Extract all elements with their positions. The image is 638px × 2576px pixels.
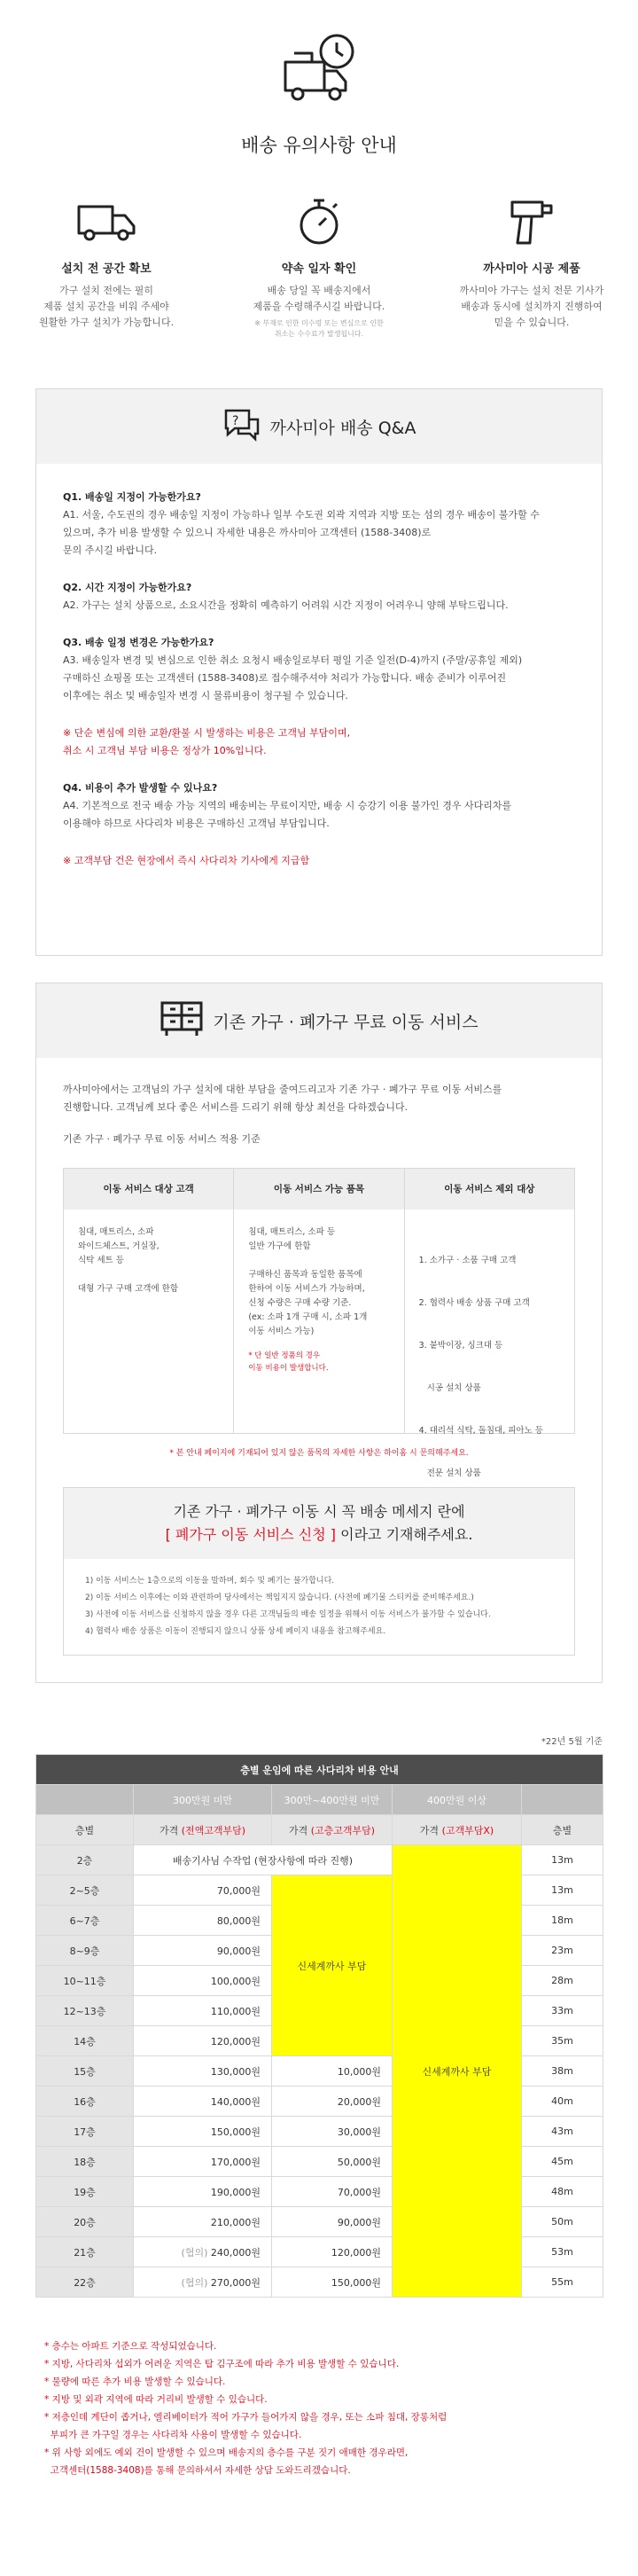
answer-line: A4. 기본적으로 전국 배송 가능 지역의 배송비는 무료이지만, 배송 시 승강기 이용 불가인 경우 사다리차를 <box>63 800 512 811</box>
note-line: * 지방, 사다리차 섭외가 어려운 지역은 탑 김구조에 따라 추가 비용 발생할 수 있습니다. <box>44 2359 400 2369</box>
criteria-column <box>64 1169 234 1433</box>
price-cell <box>134 2237 272 2267</box>
banner-line: 기존 가구 · 폐가구 이동 시 꼭 배송 메세지 란에 <box>173 1503 465 1520</box>
answer-line: 이용해야 하므로 사다리차 비용은 구매하신 고객님 부담입니다. <box>63 818 330 829</box>
price-cell: 90,000원 <box>272 2207 393 2237</box>
manual-work-cell: 배송기사님 수작업 (현장사항에 따라 진행) <box>134 1845 393 1875</box>
qa-item <box>63 579 575 615</box>
price-cell: 10,000원 <box>272 2056 393 2087</box>
cell-line: 구매하신 품목과 동일한 품목에 <box>248 1270 362 1280</box>
floor-cell: 17층 <box>36 2117 134 2147</box>
cell-line: 4. 대리석 식탁, 돌침대, 피아노 등 <box>418 1426 543 1436</box>
burden-label: (고객부담X) <box>441 1824 494 1836</box>
banner-line-2 <box>64 1523 574 1546</box>
price-cell: 90,000원 <box>134 1936 272 1966</box>
qa-item <box>63 779 575 833</box>
answer-line: A2. 가구는 설치 상품으로, 소요시간을 정확히 예측하기 어려워 시간 지정이 어려우니 양해 부탁드립니다. <box>63 599 509 611</box>
move-intro <box>63 1081 575 1116</box>
question: Q1. 배송일 지정이 가능한가요? <box>63 491 201 503</box>
height-cell: 13m <box>522 1875 603 1906</box>
qa-item <box>63 634 575 705</box>
price-label: 가격 <box>419 1824 440 1836</box>
height-cell: 40m <box>522 2087 603 2117</box>
qa-title: 까사미아 배송 Q&A <box>269 418 416 438</box>
power-drill-icon <box>425 195 638 248</box>
price-cell: 170,000원 <box>134 2147 272 2177</box>
cell-line: 전문 설치 상품 <box>418 1468 481 1478</box>
height-cell: 50m <box>522 2207 603 2237</box>
price-cell: 150,000원 <box>134 2117 272 2147</box>
stopwatch-icon <box>213 195 425 248</box>
intro-line: 진행합니다. 고객님께 보다 좋은 서비스를 드리기 위해 항상 최선을 다하겠습니다. <box>63 1101 408 1113</box>
banner-highlight: [ 폐가구 이동 서비스 신청 ] <box>165 1526 337 1543</box>
price-header <box>393 1815 522 1845</box>
price-cell: 80,000원 <box>134 1906 272 1936</box>
floor-cell: 20층 <box>36 2207 134 2237</box>
rule-line: 2) 이동 서비스 이후에는 이와 관련하여 당사에서는 책임지지 않습니다. (사전에 폐기물 스티커를 준비해주세요.) <box>85 1593 474 1602</box>
cell-line: 와이드체스트, 거실장, <box>78 1241 160 1251</box>
feature-space <box>0 195 213 331</box>
height-cell: 33m <box>522 1996 603 2026</box>
floor-cell: 8~9층 <box>36 1936 134 1966</box>
feature-text: 원활한 가구 설치가 가능합니다. <box>38 317 175 328</box>
height-header: 층별 <box>522 1815 603 1845</box>
price-value: 270,000원 <box>210 2276 261 2289</box>
price-cell: 70,000원 <box>272 2177 393 2207</box>
height-cell: 35m <box>522 2026 603 2056</box>
price-cell <box>134 2267 272 2298</box>
price-cell: 140,000원 <box>134 2087 272 2117</box>
column-header: 이동 서비스 가능 품목 <box>234 1169 403 1210</box>
price-cell: 70,000원 <box>134 1875 272 1906</box>
cell-line: 일반 가구에 한함 <box>248 1241 311 1251</box>
criteria-column <box>234 1169 404 1433</box>
feature-text: 가구 설치 전에는 필히 <box>58 285 154 296</box>
price-cell: 110,000원 <box>134 1996 272 2026</box>
answer-line: A1. 서울, 수도권의 경우 배송일 지정이 가능하나 일부 수도권 외곽 지역과 지방 또는 섬의 경우 배송이 불가할 수 <box>63 509 540 521</box>
floor-cell: 2~5층 <box>36 1875 134 1906</box>
qa-warning <box>63 724 575 760</box>
floor-cell: 14층 <box>36 2026 134 2056</box>
question: Q3. 배송 일정 변경은 가능한가요? <box>63 637 214 648</box>
floor-cell: 12~13층 <box>36 1996 134 2026</box>
price-value: 240,000원 <box>210 2246 261 2259</box>
qa-section <box>35 388 603 956</box>
column-header: 이동 서비스 제외 대상 <box>405 1169 574 1210</box>
feature-text: 믿을 수 있습니다. <box>494 317 570 328</box>
banner-text: 이라고 기재해주세요. <box>336 1526 473 1543</box>
floor-cell: 22층 <box>36 2267 134 2298</box>
note-line: * 층수는 아파트 기준으로 작성되었습니다. <box>44 2341 217 2352</box>
price-cell: 210,000원 <box>134 2207 272 2237</box>
floor-cell: 10~11층 <box>36 1966 134 1996</box>
ladder-cost-table <box>35 1754 603 2298</box>
price-cell: 120,000원 <box>272 2237 393 2267</box>
price-label: 가격 <box>288 1824 308 1836</box>
range-header: 400만원 이상 <box>393 1785 522 1815</box>
company-burden-cell: 신세계까사 부담 <box>272 1875 393 2056</box>
table-title: 층별 운임에 따른 사다리차 비용 안내 <box>36 1755 603 1785</box>
answer-line: 있으며, 추가 비용 발생할 수 있으니 자세한 내용은 까사미아 고객센터 (1588-3408)로 <box>63 527 432 538</box>
feature-text: 배송과 동시에 설치까지 진행하여 <box>461 301 603 312</box>
drawer-cabinet-icon <box>160 999 204 1043</box>
range-header: 300만원 미만 <box>134 1785 272 1815</box>
cell-note: * 단 일반 정품의 경우 <box>248 1351 321 1360</box>
feature-text: 까사미아 가구는 설치 전문 기사가 <box>459 285 604 296</box>
price-header <box>134 1815 272 1845</box>
question: Q2. 시간 지정이 가능한가요? <box>63 582 192 593</box>
price-cell: 150,000원 <box>272 2267 393 2298</box>
height-cell: 18m <box>522 1906 603 1936</box>
height-cell: 45m <box>522 2147 603 2177</box>
move-subtitle: 기존 가구 · 폐가구 무료 이동 서비스 적용 기준 <box>63 1133 261 1145</box>
answer-line: 이후에는 취소 및 배송일자 변경 시 물류비용이 청구될 수 있습니다. <box>63 690 348 701</box>
delivery-truck-icon <box>0 195 213 248</box>
height-cell: 55m <box>522 2267 603 2298</box>
price-cell: 30,000원 <box>272 2117 393 2147</box>
cell-line: 한하여 이동 서비스가 가능하며, <box>248 1284 365 1294</box>
qa-warning-2: ※ 고객부담 건은 현장에서 즉시 사다리차 기사에게 지급함 <box>63 855 310 866</box>
cell-line: 식탁 세트 등 <box>78 1256 124 1265</box>
move-title: 기존 가구 · 폐가구 무료 이동 서비스 <box>213 1012 478 1032</box>
move-note: * 본 안내 페이지에 기재되어 있지 않은 품목의 자세한 사항은 하이홈 시 문의해주세요. <box>169 1449 469 1458</box>
floor-cell: 21층 <box>36 2237 134 2267</box>
cell-line: 대형 가구 구매 고객에 한함 <box>78 1284 179 1294</box>
floor-cell: 18층 <box>36 2147 134 2177</box>
criteria-column <box>405 1169 574 1478</box>
feature-date <box>213 195 425 340</box>
note-line: * 위 사항 외에도 예외 건이 발생할 수 있으며 배송지의 층수를 구분 짓기 애매한 경우라면, <box>44 2447 408 2458</box>
cell-line: 1. 소가구 · 소품 구매 고객 <box>418 1256 517 1265</box>
range-header: 300만~400만원 미만 <box>272 1785 393 1815</box>
consult-label: (협의) <box>181 2276 208 2289</box>
note-line: 부피가 큰 가구일 경우는 사다리차 사용이 발생할 수 있습니다. <box>44 2430 302 2440</box>
price-cell: 130,000원 <box>134 2056 272 2087</box>
price-cell: 100,000원 <box>134 1966 272 1996</box>
cost-notes <box>44 2337 594 2479</box>
note-line: * 지방 및 외곽 지역에 따라 거리비 발생할 수 있습니다. <box>44 2394 268 2405</box>
feature-note: ※ 부재로 인한 미수령 또는 변심으로 인한 <box>254 319 384 327</box>
note-line: 고객센터(1588-3408)를 통해 문의하셔서 자세한 상담 도와드리겠습니다. <box>44 2465 351 2476</box>
height-cell: 43m <box>522 2117 603 2147</box>
feature-install <box>425 195 638 331</box>
consult-label: (협의) <box>181 2246 208 2259</box>
feature-text: 제품을 수령해주시길 바랍니다. <box>253 301 385 312</box>
cell-note: 이동 비용이 발생합니다. <box>248 1364 329 1373</box>
cell-line: 2. 협력사 배송 상품 구매 고객 <box>418 1298 530 1308</box>
rule-line: 4) 협력사 배송 상품은 이동이 진행되지 않으니 상품 상세 페이지 내용을 참고해주세요. <box>85 1627 386 1636</box>
price-cell: 20,000원 <box>272 2087 393 2117</box>
height-cell: 53m <box>522 2237 603 2267</box>
feature-text: 배송 당일 꼭 배송지에서 <box>267 285 371 296</box>
floor-header: 층별 <box>36 1815 134 1845</box>
floor-cell: 16층 <box>36 2087 134 2117</box>
feature-note: 취소는 수수료가 발생됩니다. <box>274 330 364 338</box>
height-cell: 38m <box>522 2056 603 2087</box>
price-cell: 120,000원 <box>134 2026 272 2056</box>
delivery-truck-clipboard-icon <box>275 28 363 117</box>
floor-cell: 6~7층 <box>36 1906 134 1936</box>
feature-title: 설치 전 공간 확보 <box>61 262 152 276</box>
qa-item <box>63 489 575 560</box>
cell-line: 시공 설치 상품 <box>418 1383 481 1393</box>
rule-line: 3) 사전에 이동 서비스를 신청하지 않을 경우 다른 고객님들의 배송 일정을 위해서 이동 서비스가 불가할 수 있습니다. <box>85 1610 491 1619</box>
answer-line: A3. 배송일자 변경 및 변심으로 인한 취소 요청시 배송일로부터 평일 기준 일전(D-4)까지 (주말/공휴일 제외) <box>63 654 523 666</box>
price-cell: 50,000원 <box>272 2147 393 2177</box>
warning-line: 취소 시 고객님 부담 비용은 정상가 10%입니다. <box>63 745 267 756</box>
column-header: 이동 서비스 대상 고객 <box>64 1169 233 1210</box>
note-line: * 저층인데 계단이 좁거나, 엘리베이터가 적어 가구가 들어가지 않을 경우, 또는 소파 침대, 장롱처럼 <box>44 2412 447 2423</box>
cell-line: 이동 서비스 가능) <box>248 1327 315 1336</box>
floor-cell: 19층 <box>36 2177 134 2207</box>
feature-title: 약속 일자 확인 <box>281 262 357 276</box>
cell-line: 침대, 매트리스, 소파 <box>78 1227 154 1237</box>
burden-label: (전액고객부담) <box>181 1824 246 1836</box>
price-header <box>272 1815 393 1845</box>
answer-line: 구매하신 쇼핑몰 또는 고객센터 (1588-3408)로 접수해주셔야 처리가 가능합니다. 배송 준비가 이루어진 <box>63 672 507 684</box>
svg-text:?: ? <box>231 413 238 428</box>
cell-line: 침대, 매트리스, 소파 등 <box>248 1227 336 1237</box>
floor-cell: 15층 <box>36 2056 134 2087</box>
burden-label: (고층고객부담) <box>310 1824 376 1836</box>
question: Q4. 비용이 추가 발생할 수 있나요? <box>63 782 218 794</box>
note-line: * 물량에 따른 추가 비용 발생할 수 있습니다. <box>44 2376 226 2387</box>
rule-line: 1) 이동 서비스는 1층으로의 이동을 말하며, 회수 및 폐기는 불가합니다. <box>85 1577 335 1586</box>
height-cell: 13m <box>522 1845 603 1875</box>
price-label: 가격 <box>159 1824 179 1836</box>
height-cell: 23m <box>522 1936 603 1966</box>
height-cell: 48m <box>522 2177 603 2207</box>
height-cell: 28m <box>522 1966 603 1996</box>
warning-line: ※ 단순 변심에 의한 교환/환불 시 발생하는 비용은 고객님 부담이며, <box>63 727 351 739</box>
company-burden-cell: 신세계까사 부담 <box>393 1845 522 2298</box>
intro-line: 까사미아에서는 고객님의 가구 설치에 대한 부담을 줄여드리고자 기존 가구 · 폐가구 무료 이동 서비스를 <box>63 1084 502 1095</box>
cell-line: 3. 붙박이장, 싱크대 등 <box>418 1341 503 1351</box>
date-note: *22년 5월 기준 <box>541 1737 603 1747</box>
page-title: 배송 유의사항 안내 <box>241 135 397 156</box>
price-cell: 190,000원 <box>134 2177 272 2207</box>
move-service-section <box>35 983 603 1683</box>
answer-line: 문의 주시길 바랍니다. <box>63 544 158 556</box>
feature-text: 제품 설치 공간을 비워 주세야 <box>43 301 169 312</box>
cell-line: 신청 수량은 구매 수량 기준. <box>248 1298 352 1308</box>
question-chat-icon <box>222 407 261 447</box>
floor-cell: 2층 <box>36 1845 134 1875</box>
cell-line: (ex: 소파 1개 구매 시, 소파 1개 <box>248 1312 368 1322</box>
feature-title: 까사미아 시공 제품 <box>483 262 580 276</box>
